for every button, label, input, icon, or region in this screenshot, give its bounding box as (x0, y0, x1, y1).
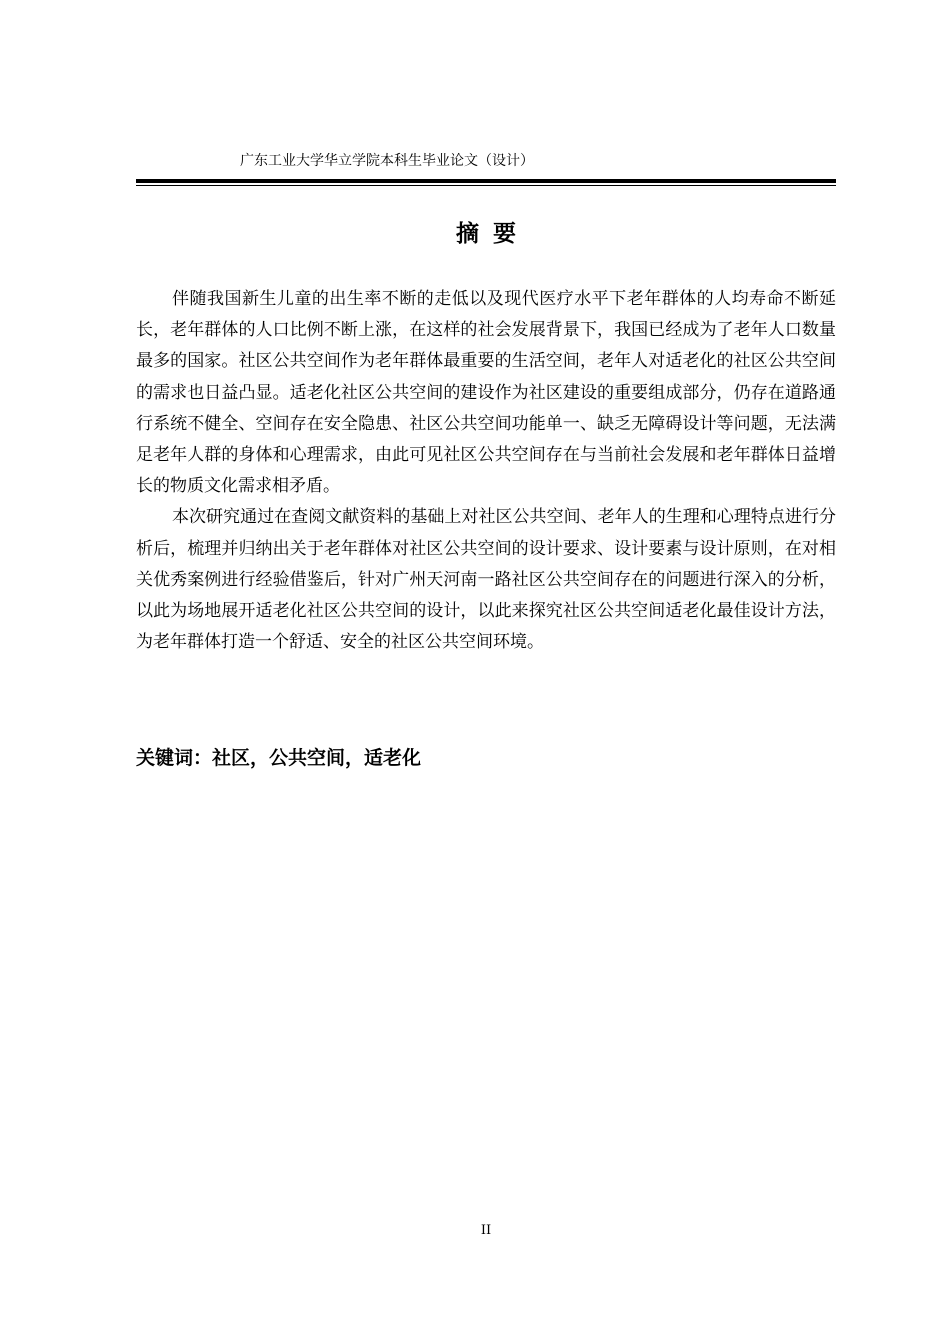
abstract-paragraph-1: 伴随我国新生儿童的出生率不断的走低以及现代医疗水平下老年群体的人均寿命不断延长，老年群体的人口比例不断上涨，在这样的社会发展背景下，我国已经成为了老年人口数量最多的国家。社区公共空间作为老年群体最重要的生活空间，老年人对适老化的社区公共空间的需求也日益凸显。适老化社区公共空间的建设作为社区建设的重要组成部分，仍存在道路通行系统不健全、空间存在安全隐患、社区公共空间功能单一、缺乏无障碍设计等问题，无法满足老年人群的身体和心理需求，由此可见社区公共空间存在与当前社会发展和老年群体日益增长的物质文化需求相矛盾。 (136, 289, 836, 497)
header-rule-thick (136, 179, 836, 183)
keywords: 关键词：社区，公共空间，适老化 (136, 747, 422, 769)
header-title: 广东工业大学华立学院本科生毕业论文（设计） (240, 153, 534, 169)
header-rule-thin (136, 185, 836, 186)
page-number: II (480, 1223, 492, 1238)
abstract-paragraph-2: 本次研究通过在查阅文献资料的基础上对社区公共空间、老年人的生理和心理特点进行分析后，梳理并归纳出关于老年群体对社区公共空间的设计要求、设计要素与设计原则，在对相关优秀案例进行经验借鉴后，针对广州天河南一路社区公共空间存在的问题进行深入的分析，以此为场地展开适老化社区公共空间的设计，以此来探究社区公共空间适老化最佳设计方法，为老年群体打造一个舒适、安全的社区公共空间环境。 (136, 507, 836, 653)
abstract-body (136, 284, 836, 658)
abstract-title: 摘要 (456, 221, 530, 247)
